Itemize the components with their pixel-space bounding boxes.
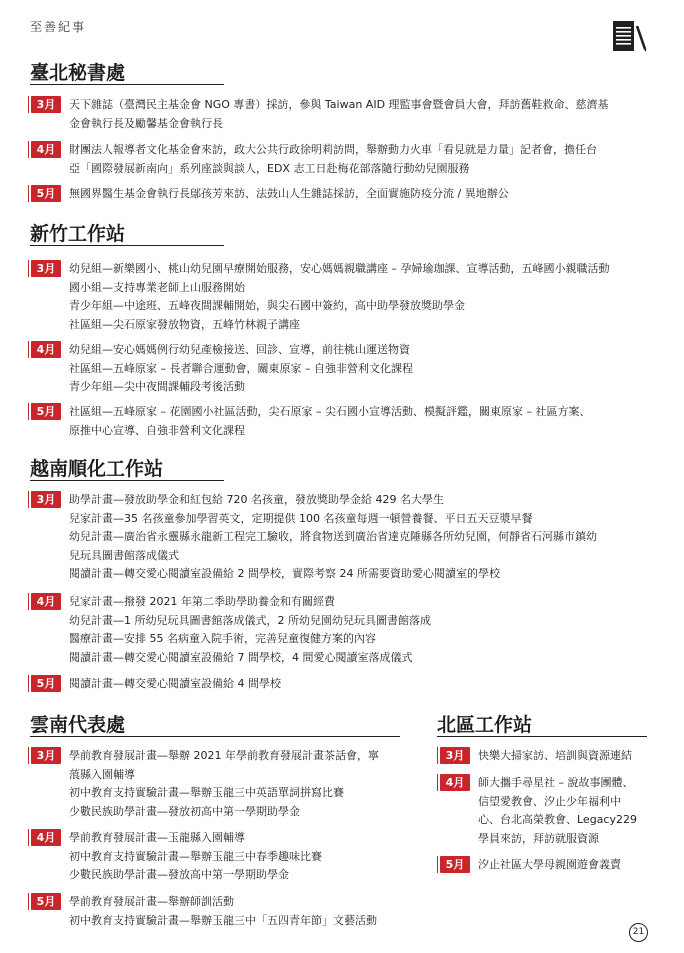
month-badge: 4月 [440,774,470,791]
month-badge: 4月 [31,341,61,358]
entry-text: 幼兒組—安心媽媽例行幼兒產檢接送、回診、宣導，前往桃山運送物資 社區組—五峰原家 – 長者聯合運動會，關東原家 – 自強非營利文化課程 青少年組—尖中夜間課輔段考後活動 [69,343,413,393]
entry-text: 幼兒組—新樂國小、桃山幼兒園早療開始服務，安心媽媽親職講座 – 孕婦瑜珈課、宣導活動，五峰國小親職活動 國小組—支持專業老師上山服務開始 青少年組—中途班、五峰夜間課輔開始，與尖石國中簽約，高中助學發放獎助學金 社區組—尖石原家發放物資，五峰竹林親子講座 [69,262,610,331]
entry-text: 財團法人報導者文化基金會來訪，政大公共行政徐明莉訪問，舉辦動力火車「看見就是力量」記者會，擔任台 亞「國際發展新南向」系列座談與談人，EDX 志工日赴梅花部落隨行動幼兒園服務 [69,143,597,175]
month-badge: 4月 [31,593,61,610]
section-divider [30,84,224,85]
notebook-pen-icon [612,20,648,52]
page-number: 21 [629,923,648,942]
month-badge: 3月 [31,96,61,113]
month-badge: 3月 [31,491,61,508]
section-title-hsinchu: 新竹工作站 [30,223,126,245]
month-badge: 3月 [31,747,61,764]
section-title-taipei: 臺北秘書處 [30,62,126,84]
entry-text: 閱讀計畫—轉交愛心閱讀室設備給 4 間學校 [69,677,281,690]
section-divider [30,736,400,737]
entry-text: 汐止社區大學母親園遊會義賣 [478,858,621,871]
entry-text: 天下雜誌（臺灣民主基金會 NGO 專書）採訪，參與 Taiwan AID 理監事會暨會員大會，拜訪舊鞋救命、慈濟基 金會執行長及勵馨基金會執行長 [69,98,609,130]
month-badge: 3月 [440,747,470,764]
month-badge: 5月 [31,403,61,420]
month-badge: 5月 [31,185,61,202]
month-badge: 5月 [31,675,61,692]
entry-text: 學前教育發展計畫—玉龍縣入園輔導 初中教育支持實驗計畫—舉辦玉龍三中春季趣味比賽 少數民族助學計畫—發放高中第一學期助學金 [69,831,322,881]
month-badge: 3月 [31,260,61,277]
section-divider [30,480,224,481]
month-badge: 4月 [31,829,61,846]
month-badge: 5月 [31,893,61,910]
entry-text: 師大攜手尋星社 – 說故事團體、 信望愛教會、汐止少年福利中 心、台北高榮教會、Legacy229 學員來訪，拜訪就服資源 [478,776,637,845]
running-header: 至善紀事 [30,20,87,34]
entry-text: 學前教育發展計畫—舉辦 2021 年學前教育發展計畫茶話會，寧 蒗縣入園輔導 初中教育支持實驗計畫—舉辦玉龍三中英語單詞拼寫比賽 少數民族助學計畫—發放初高中第一學期助學金 [69,749,379,818]
section-divider [30,245,224,246]
entry-text: 助學計畫—發放助學金和紅包給 720 名孩童，發放獎助學金給 429 名大學生 兒家計畫—35 名孩童參加學習英文，定期提供 100 名孩童每週一頓營養餐、平日五天豆漿早餐 幼兒計畫—廣治省永靈縣永龍新工程完工驗收，將食物送到廣治省達克陲縣各所幼兒園，何靜省石河縣市鎮幼 兒玩具圖書館落成儀式 閱讀計畫—轉交愛心閱讀室設備給 2 間學校，實際考察 24 所需要資助愛心閱讀室的學校 [69,493,597,580]
month-badge: 4月 [31,141,61,158]
section-title-vietnam: 越南順化工作站 [30,458,164,480]
section-divider [437,736,647,737]
entry-text: 學前教育發展計畫—舉辦師訓活動 初中教育支持實驗計畫—舉辦玉龍三中「五四青年節」文藝活動 [69,895,377,927]
section-title-yunnan: 雲南代表處 [30,714,126,736]
entry-text: 兒家計畫—撥發 2021 年第二季助學助養金和有關經費 幼兒計畫—1 所幼兒玩具圖書館落成儀式，2 所幼兒園幼兒玩具圖書館落成 醫療計畫—安排 55 名病童入院手術，完善兒童復健方案的內容 閱讀計畫—轉交愛心閱讀室設備給 7 間學校，4 間愛心閱讀室落成儀式 [69,595,431,664]
entry-text: 無國界醫生基金會執行長鄔孩芳來訪、法鼓山人生雜誌採訪，全面實施防疫分流 / 異地辦公 [69,187,509,200]
month-badge: 5月 [440,856,470,873]
entry-text: 社區組—五峰原家 – 花園國小社區活動，尖石原家 – 尖石國小宣導活動、模擬評鑑，關東原家 – 社區方案、 原推中心宣導、自強非營利文化課程 [69,405,591,437]
entry-text: 快樂大掃家訪、培訓與資源連結 [478,749,632,762]
section-title-north: 北區工作站 [437,714,533,736]
